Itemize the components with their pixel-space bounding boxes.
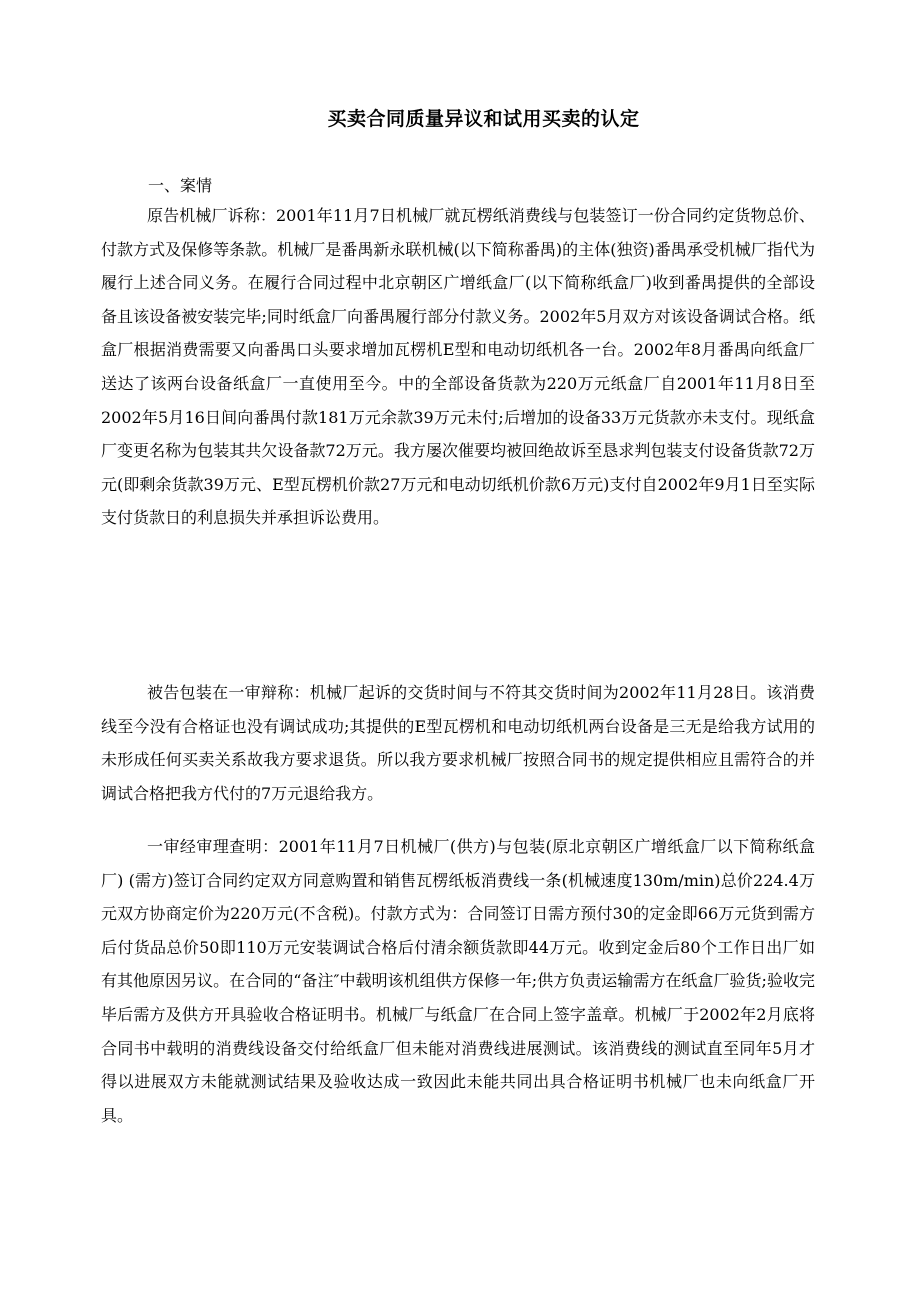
- paragraph-plaintiff-claim: 原告机械厂诉称：2001年11月7日机械厂就瓦楞纸消费线与包装签订一份合同约定货物总价、付款方式及保修等条款。机械厂是番禺新永联机械(以下简称番禺)的主体(独资)番禺承受机械厂指代为履行上述合同义务。在履行合同过程中北京朝区广增纸盒厂(以下简称纸盒厂)收到番禺提供的全部设备且该设备被安装完毕;同时纸盒厂向番禺履行部分付款义务。2002年5月双方对该设备调试合格。纸盒厂根据消费需要又向番禺口头要求增加瓦楞机E型和电动切纸机各一台。2002年8月番禺向纸盒厂送达了该两台设备纸盒厂一直使用至今。中的全部设备货款为220万元纸盒厂自2001年11月8日至2002年5月16日间向番禺付款181万元余款39万元未付;后增加的设备33万元货款亦未支付。现纸盒厂变更名称为包装其共欠设备款72万元。我方屡次催要均被回绝故诉至恳求判包装支付设备货款72万元(即剩余货款39万元、E型瓦楞机价款27万元和电动切纸机价款6万元)支付自2002年9月1日至实际支付货款日的利息损失并承担诉讼费用。: [101, 206, 815, 528]
- paragraph-defendant-defense: 被告包装在一审辩称：机械厂起诉的交货时间与不符其交货时间为2002年11月28日。该消费线至今没有合格证也没有调试成功;其提供的E型瓦楞机和电动切纸机两台设备是三无是给我方试用的未形成任何买卖关系故我方要求退货。所以我方要求机械厂按照合同书的规定提供相应且需符合的并调试合格把我方代付的7万元退给我方。: [101, 683, 815, 803]
- paragraph-first-trial-findings: 一审经审理查明：2001年11月7日机械厂(供方)与包装(原北京朝区广增纸盒厂以下简称纸盒厂) (需方)签订合同约定双方同意购置和销售瓦楞纸板消费线一条(机械速度130m/min)总价224.4万元双方协商定价为220万元(不含税)。付款方式为：合同签订日需方预付30的定金即66万元货到需方后付货品总价50即110万元安装调试合格后付清余额货款即44万元。收到定金后80个工作日出厂如有其他原因另议。在合同的“备注″中载明该机组供方保修一年;供方负责运输需方在纸盒厂验货;验收完毕后需方及供方开具验收合格证明书。机械厂与纸盒厂在合同上签字盖章。机械厂于2002年2月底将合同书中载明的消费线设备交付给纸盒厂但未能对消费线进展测试。该消费线的测试直至同年5月才得以进展双方未能就测试结果及验收达成一致因此未能共同出具合格证明书机械厂也未向纸盒厂开具。: [101, 837, 815, 1125]
- document-title: 买卖合同质量异议和试用买卖的认定: [327, 108, 640, 130]
- section-heading: 一、案情: [148, 176, 213, 195]
